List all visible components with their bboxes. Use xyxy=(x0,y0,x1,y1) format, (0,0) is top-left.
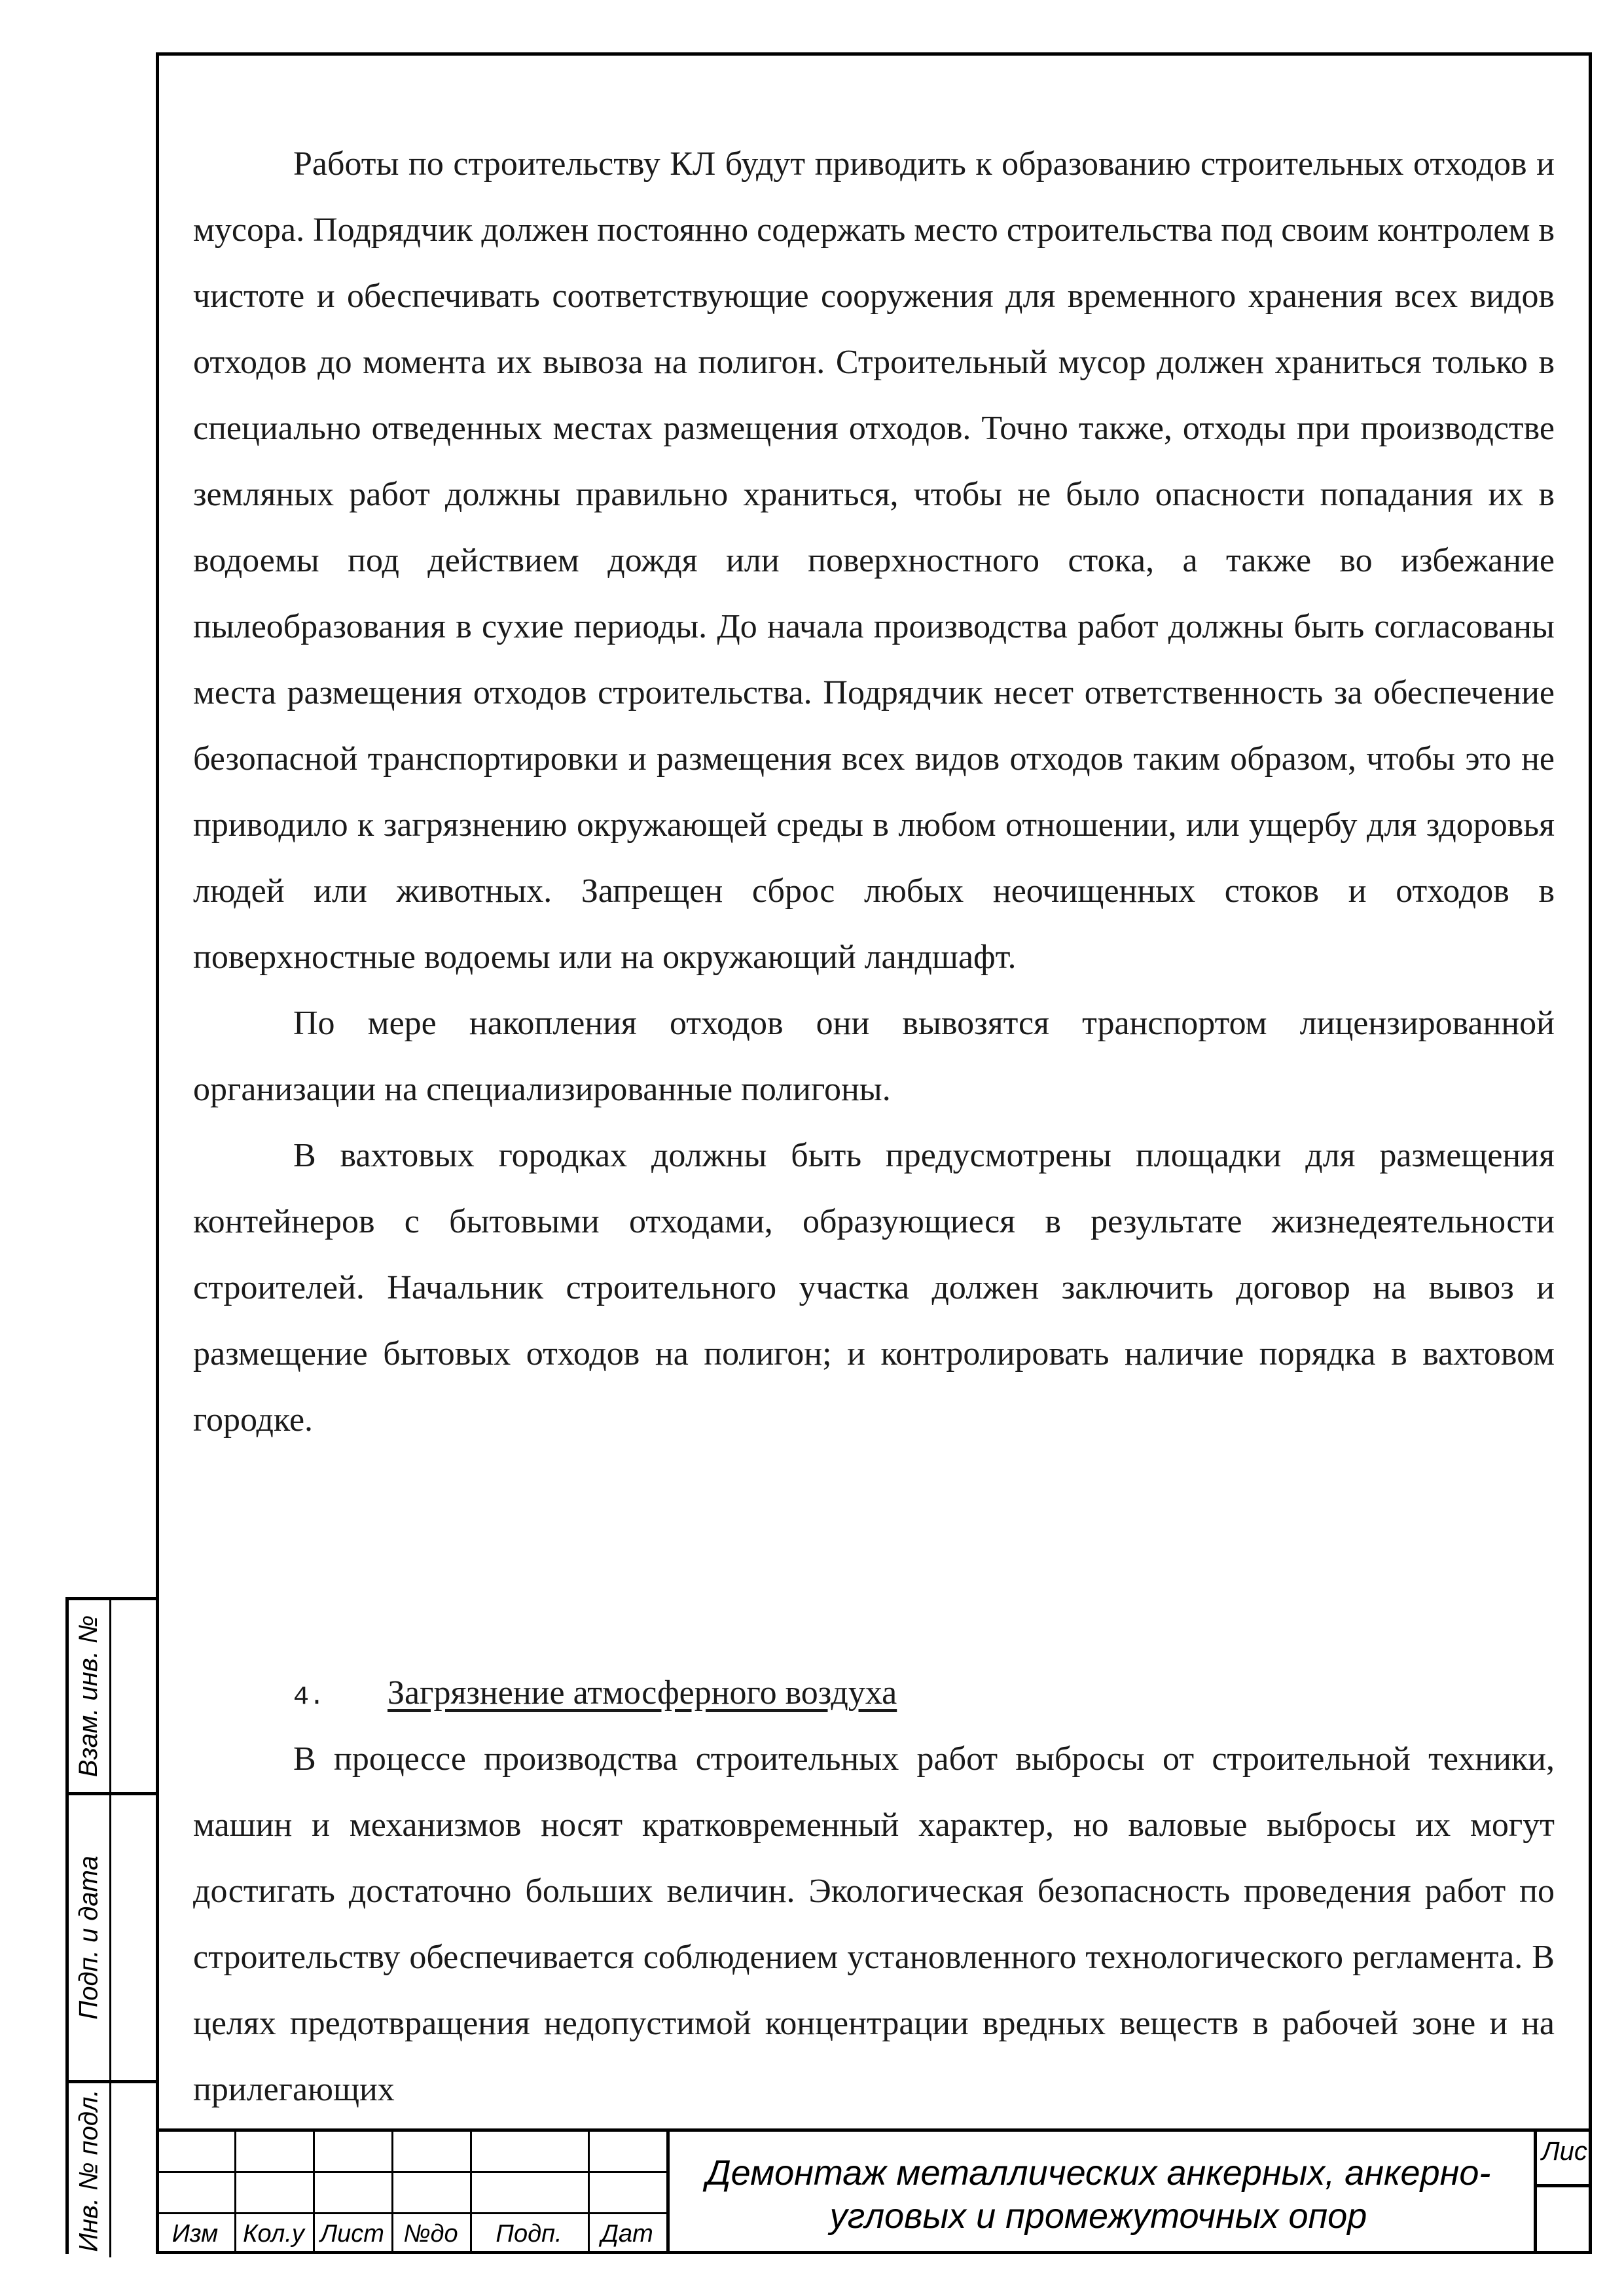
revision-grid xyxy=(156,2132,666,2254)
column-label: Дат xyxy=(601,2219,653,2248)
body-text xyxy=(193,131,1555,1453)
column-label: №до xyxy=(403,2219,458,2248)
side-cell xyxy=(69,1600,159,1795)
section-title: Загрязнение атмосферного воздуха xyxy=(388,1674,897,1712)
sheet-label: Лис xyxy=(1542,2137,1587,2166)
column-label: Подп. xyxy=(496,2219,562,2248)
sheet-box xyxy=(1534,2132,1592,2254)
paragraph: По мере накопления отходов они вывозятся транспортом лицензированной организации на специализированные полигоны. xyxy=(193,1005,1555,1108)
paragraph: Работы по строительству КЛ будут приводить к образованию строительных отходов и мусора. Подрядчик должен постоянно содержать место строительства под своим контролем в чистоте и обеспечивать соответствующие сооружения для временного хранения всех видов отходов до момента их вывоза на полигон. Строительный мусор должен храниться только в специально отведенных местах размещения отходов. Точно также, отходы при производстве земляных работ должны правильно храниться, чтобы не было опасности попадания их в водоемы под действием дождя или поверхностного стока, а также во избежание пылеобразования в сухие периоды. До начала производства работ должны быть согласованы места размещения отходов строительства. Подрядчик несет ответственность за обеспечение безопасной транспортировки и размещения всех видов отходов таким образом, чтобы это не приводило к загрязнению окружающей среды в любом отношении, или ущербу для здоровья людей или животных. Запрещен сброс любых неочищенных стоков и отходов в поверхностные водоемы или на окружающий ландшафт. xyxy=(193,145,1555,976)
section-number: 4. xyxy=(293,1683,325,1712)
section-heading xyxy=(293,1660,897,1731)
title-block xyxy=(156,2128,1592,2254)
document-title xyxy=(670,2136,1527,2253)
side-label: Инв. № подл. xyxy=(74,2089,103,2252)
side-label: Подп. и дата xyxy=(74,1856,103,2020)
side-cell xyxy=(69,1795,159,2083)
column-label: Лист xyxy=(320,2219,384,2248)
column-label: Кол.у xyxy=(243,2219,304,2248)
side-stamp xyxy=(65,1597,156,2254)
title-line: Демонтаж металлических анкерных, анкерно- xyxy=(706,2153,1491,2193)
paragraph: В вахтовых городках должны быть предусмотрены площадки для размещения контейнеров с бытовыми отходами, образующиеся в результате жизнедеятельности строителей. Начальник строительного участка должен заключить договор на вывоз и размещение бытовых отходов на полигон; и контролировать наличие порядка в вахтовом городке. xyxy=(193,1137,1555,1439)
paragraph: В процессе производства строительных работ выбросы от строительной техники, машин и механизмов носят кратковременный характер, но валовые выбросы их могут достигать достаточно больших величин. Экологическая безопасность проведения работ по строительству обеспечивается соблюдением установленного технологического регламента. В целях предотвращения недопустимой концентрации вредных веществ в рабочей зоне и на прилегающих xyxy=(193,1740,1555,2108)
title-line: угловых и промежуточных опор xyxy=(829,2197,1367,2236)
side-label: Взам. инв. № xyxy=(74,1615,103,1778)
section-body xyxy=(193,1726,1555,2123)
side-cell xyxy=(69,2083,159,2257)
column-label: Изм xyxy=(171,2219,219,2248)
